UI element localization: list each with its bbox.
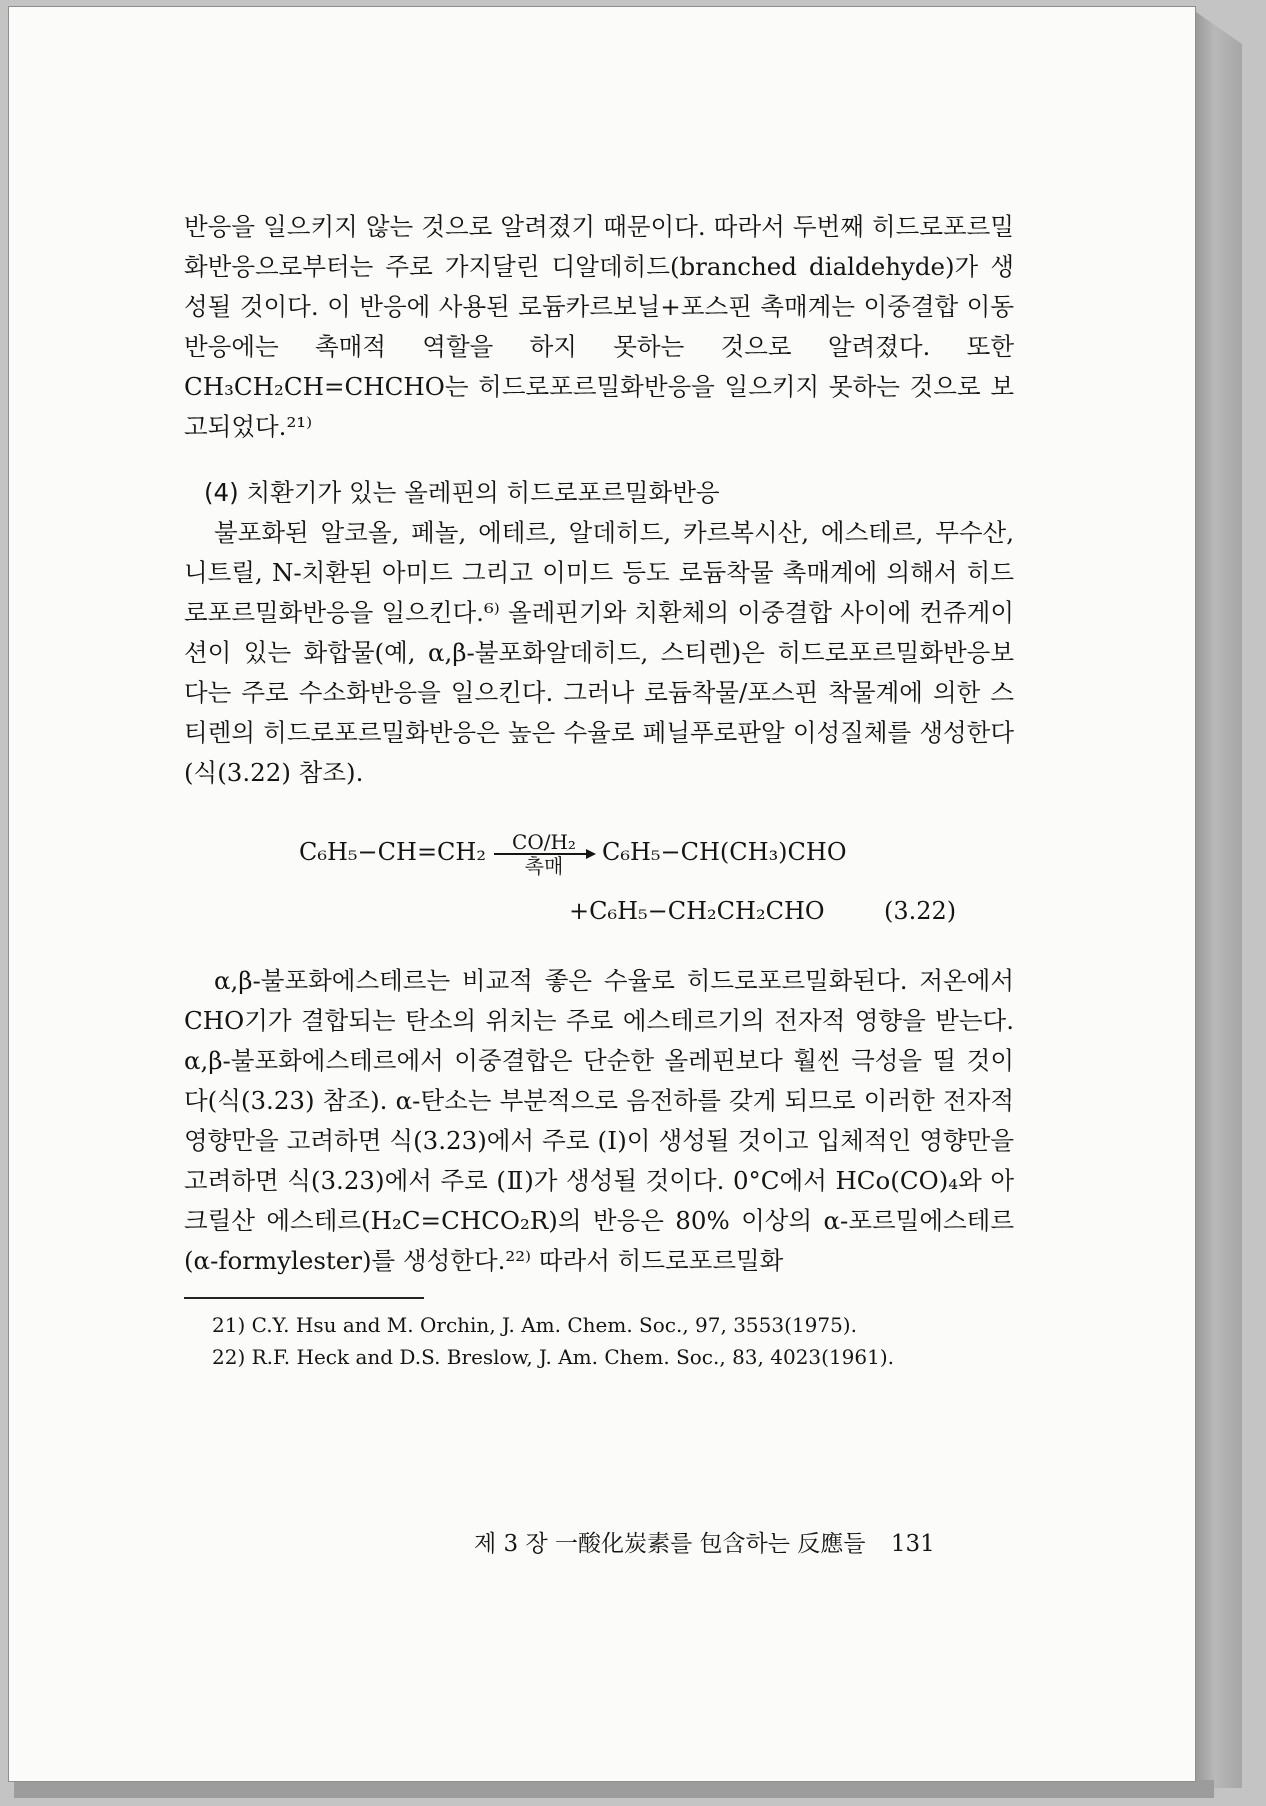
reaction-arrow: [494, 831, 594, 877]
arrow-reagent: CO/H₂: [512, 830, 576, 854]
footnote-21: 21) C.Y. Hsu and M. Orchin, J. Am. Chem. Soc., 97, 3553(1975).: [212, 1313, 857, 1337]
arrow-catalyst: 촉매: [524, 854, 564, 878]
footnote-divider: [184, 1297, 424, 1299]
page-content: [184, 207, 1014, 1373]
equation-product-1: C₆H₅−CH(CH₃)CHO: [601, 838, 847, 866]
equation-line-1: [299, 829, 847, 878]
paragraph-substituted-olefins: 불포화된 알코올, 페놀, 에테르, 알데히드, 카르복시산, 에스테르, 무수산, 니트릴, N-치환된 아미드 그리고 이미드 등도 로듐착물 촉매계에 의해서 히드로포르밀화반응을 일으킨다.⁶⁾ 올레핀기와 치환체의 이중결합 사이에 컨쥬게이션이 있는 화합물(예, α,β-불포화알데히드, 스티렌)은 히드로포르밀화반응보다는 주로 수소화반응을 일으킨다. 그러나 로듐착물/포스핀 착물계에 의한 스티렌의 히드로포르밀화반응은 높은 수율로 페닐푸로판알 이성질체를 생성한다(식(3.22) 참조).: [184, 518, 1014, 787]
paragraph-unsaturated-esters: α,β-불포화에스테르는 비교적 좋은 수율로 히드로포르밀화된다. 저온에서 CHO기가 결합되는 탄소의 위치는 주로 에스테르기의 전자적 영향을 받는다. α,β-불포화에스테르에서 이중결합은 단순한 올레핀보다 훨씬 극성을 띨 것이다(식(3.23) 참조). α-탄소는 부분적으로 음전하를 갖게 되므로 이러한 전자적 영향만을 고려하면 식(3.23)에서 주로 (Ⅰ)이 생성될 것이고 입체적인 영향만을 고려하면 식(3.23)에서 주로 (Ⅱ)가 생성될 것이다. 0°C에서 HCo(CO)₄와 아크릴산 에스테르(H₂C=CHCO₂R)의 반응은 80% 이상의 α-포르밀에스테르(α-formylester)를 생성한다.²²⁾ 따라서 히드로포르밀화: [184, 966, 1014, 1275]
equation-number: (3.22): [884, 897, 957, 925]
page-number: 131: [890, 1531, 935, 1557]
section-heading: (4) 치환기가 있는 올레핀의 히드로포르밀화반응: [204, 478, 720, 507]
arrow-line-icon: [494, 853, 594, 855]
page-bottom-shadow: [14, 1780, 1214, 1798]
equation-reactant: C₆H₅−CH=CH₂: [299, 838, 486, 866]
equation-product-2: +C₆H₅−CH₂CH₂CHO: [569, 897, 825, 925]
page-edge-shadow: [1196, 12, 1242, 1788]
footnote-22: 22) R.F. Heck and D.S. Breslow, J. Am. Chem. Soc., 83, 4023(1961).: [212, 1345, 895, 1369]
chemical-equation: [184, 817, 1014, 937]
chapter-title: 제 3 장 一酸化炭素를 包含하는 反應들: [474, 1531, 866, 1557]
book-page: [8, 6, 1196, 1782]
running-footer: [474, 1525, 935, 1558]
paragraph-intro: 반응을 일으키지 않는 것으로 알려졌기 때문이다. 따라서 두번째 히드로포르밀화반응으로부터는 주로 가지달린 디알데히드(branched dialdehyde)가 생성될 것이다. 이 반응에 사용된 로듐카르보닐+포스핀 촉매계는 이중결합 이동반응에는 촉매적 역할을 하지 못하는 것으로 알려졌다. 또한 CH₃CH₂CH=CHCHO는 히드로포르밀화반응을 일으키지 못하는 것으로 보고되었다.²¹⁾: [184, 212, 1014, 441]
